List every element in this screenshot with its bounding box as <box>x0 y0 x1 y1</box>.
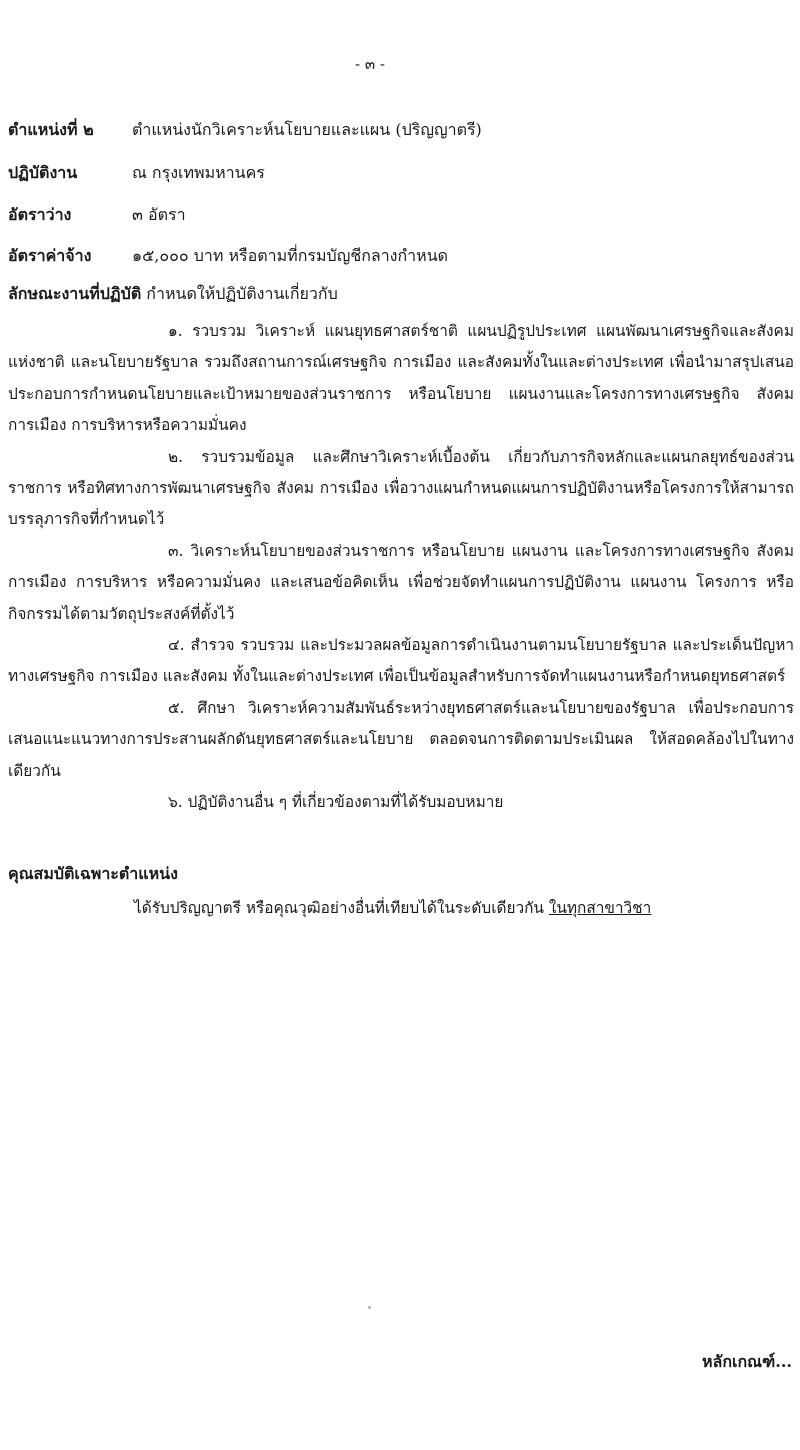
scan-speck <box>368 1306 371 1309</box>
qualification-field-underlined: ในทุกสาขาวิชา <box>548 899 652 917</box>
salary-value: ๑๕,๐๐๐ บาท หรือตามที่กรมบัญชีกลางกำหนด <box>132 246 449 265</box>
duty-item-4: ๔. สำรวจ รวบรวม และประมวลผลข้อมูลการดำเนินงานตามนโยบายรัฐบาล และประเด็นปัญหาทางเศรษฐกิจ การเมือง และสังคม ทั้งในและต่างประเทศ เพื่อเป็นข้อมูลสำหรับการจัดทำแผนงานหรือกำหนดยุทธศาสตร์ <box>8 636 794 686</box>
workplace-label: ปฏิบัติงาน <box>8 163 78 182</box>
duties-intro: กำหนดให้ปฏิบัติงานเกี่ยวกับ <box>146 284 338 303</box>
vacancies-row <box>8 203 788 228</box>
salary-label: อัตราค่าจ้าง <box>8 246 92 265</box>
duty-item-3: ๓. วิเคราะห์นโยบายของส่วนราชการ หรือนโยบาย แผนงาน และโครงการทางเศรษฐกิจ สังคม การเมือง การบริหาร หรือความมั่นคง และเสนอข้อคิดเห็น เพื่อช่วยจัดทำแผนการปฏิบัติงาน แผนงาน โครงการ หรือกิจกรรมได้ตามวัตถุประสงค์ที่ตั้งไว้ <box>8 541 794 623</box>
salary-row <box>8 244 788 269</box>
workplace-value: ณ กรุงเทพมหานคร <box>132 163 265 182</box>
duties-list <box>8 316 794 819</box>
continuation-text: หลักเกณฑ์... <box>701 1352 792 1371</box>
vacancies-value: ๓ อัตรา <box>132 205 186 224</box>
workplace-row <box>8 161 788 186</box>
qualification-text-row <box>134 895 651 920</box>
page-number: - ๓ - <box>355 55 385 73</box>
duty-item-1: ๑. รวบรวม วิเคราะห์ แผนยุทธศาสตร์ชาติ แผนปฏิรูปประเทศ แผนพัฒนาเศรษฐกิจและสังคมแห่งชาติ และนโยบายรัฐบาล รวมถึงสถานการณ์เศรษฐกิจ การเมือง และสังคมทั้งในและต่างประเทศ เพื่อนำมาสรุปเสนอประกอบการกำหนดนโยบายและเป้าหมายของส่วนราชการ หรือนโยบาย แผนงานและโครงการทางเศรษฐกิจ สังคม การเมือง การบริหารหรือความมั่นคง <box>8 322 794 435</box>
duty-item-6: ๖. ปฏิบัติงานอื่น ๆ ที่เกี่ยวข้องตามที่ได้รับมอบหมาย <box>168 793 504 812</box>
duty-item-5: ๕. ศึกษา วิเคราะห์ความสัมพันธ์ระหว่างยุทธศาสตร์และนโยบายของรัฐบาล เพื่อประกอบการเสนอแนะแนวทางการประสานผลักดันยุทธศาสตร์และนโยบาย ตลอดจนการติดตามประเมินผล ให้สอดคล้องไปในทางเดียวกัน <box>8 698 794 780</box>
duties-heading-row <box>8 282 338 307</box>
position-label: ตำแหน่งที่ ๒ <box>8 120 94 139</box>
qualification-text: ได้รับปริญญาตรี หรือคุณวุฒิอย่างอื่นที่เทียบได้ในระดับเดียวกัน <box>134 899 549 917</box>
position-row <box>8 118 788 143</box>
position-value: ตำแหน่งนักวิเคราะห์นโยบายและแผน (ปริญญาตรี) <box>132 120 482 139</box>
duties-heading: ลักษณะงานที่ปฏิบัติ <box>8 284 142 303</box>
qualification-heading: คุณสมบัติเฉพาะตำแหน่ง <box>8 864 178 883</box>
vacancies-label: อัตราว่าง <box>8 205 72 224</box>
duty-item-2: ๒. รวบรวมข้อมูล และศึกษาวิเคราะห์เบื้องต้น เกี่ยวกับภารกิจหลักและแผนกลยุทธ์ของส่วนราชการ หรือทิศทางการพัฒนาเศรษฐกิจ สังคม การเมือง เพื่อวางแผนกำหนดแผนการปฏิบัติงานหรือโครงการให้สามารถบรรลุภารกิจที่กำหนดไว้ <box>8 447 794 529</box>
